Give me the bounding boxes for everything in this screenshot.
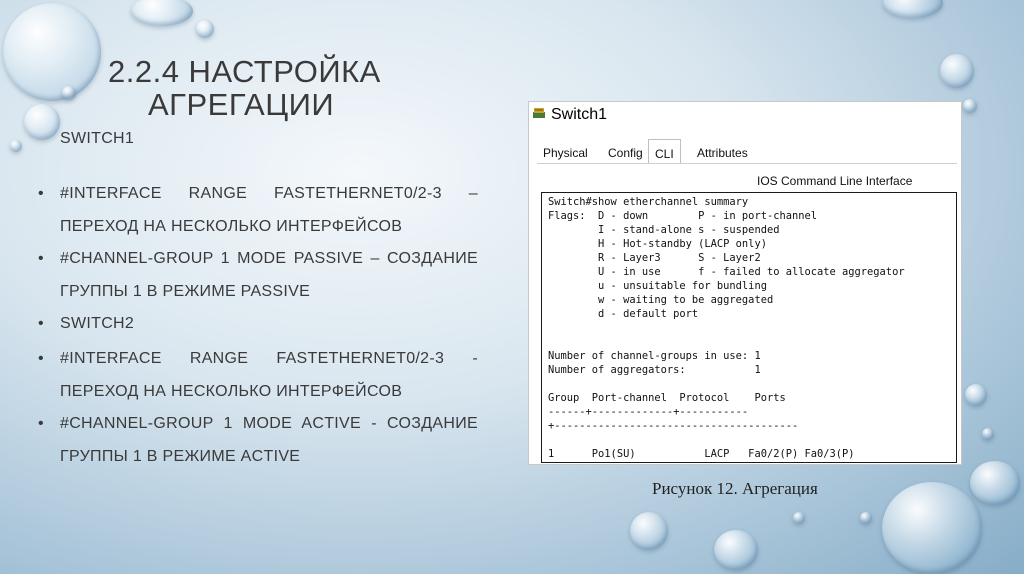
cli-line: Group Port-channel Protocol Ports <box>548 392 786 404</box>
water-drop-decoration <box>883 0 943 18</box>
water-drop-decoration <box>965 384 987 406</box>
cli-line: 1 Po1(SU) LACP Fa0/2(P) Fa0/3(P) <box>548 448 855 460</box>
water-drop-decoration <box>970 461 1020 505</box>
water-drop-decoration <box>24 104 60 140</box>
cli-line: U - in use f - failed to allocate aggregator <box>548 266 905 278</box>
cli-line: w - waiting to be aggregated <box>548 294 774 306</box>
cli-line: H - Hot-standby (LACP only) <box>548 238 767 250</box>
cli-line: Number of channel-groups in use: 1 <box>548 350 761 362</box>
bullet-marker: • <box>38 185 44 202</box>
cli-line: ------+-------------+----------- <box>548 406 749 418</box>
water-drop-decoration <box>714 530 758 570</box>
cli-line: d - default port <box>548 308 699 320</box>
slide-title-line-2: АГРЕГАЦИИ <box>148 87 335 122</box>
slide-title-line-1: 2.2.4 НАСТРОЙКА <box>108 54 381 89</box>
bullet-text: SWITCH1 <box>60 130 135 147</box>
cli-line: u - unsuitable for bundling <box>548 280 767 292</box>
bullet-marker: • <box>38 315 44 332</box>
cli-line: Switch#show etherchannel summary <box>548 196 749 208</box>
bullet-text: #CHANNEL-GROUP 1 MODE PASSIVE – СОЗДАНИЕ ГРУППЫ 1 В РЕЖИМЕ PASSIVE <box>60 250 478 300</box>
water-drop-decoration <box>940 54 974 88</box>
cli-line: Number of aggregators: 1 <box>548 364 761 376</box>
water-drop-decoration <box>860 512 872 524</box>
bullet-text: #INTERFACE RANGE FASTETHERNET0/2-3 – ПЕРЕХОД НА НЕСКОЛЬКО ИНТЕРФЕЙСОВ <box>60 185 478 235</box>
bullet-text: #INTERFACE RANGE FASTETHERNET0/2-3 - ПЕРЕХОД НА НЕСКОЛЬКО ИНТЕРФЕЙСОВ <box>60 350 478 400</box>
water-drop-decoration <box>963 99 977 113</box>
tab-config[interactable]: Config <box>608 146 643 160</box>
water-drop-decoration <box>62 86 76 100</box>
figure-caption: Рисунок 12. Агрегация <box>652 479 818 498</box>
window-title: Switch1 <box>551 106 608 123</box>
tab-cli[interactable]: CLI <box>648 139 681 163</box>
panel-label: IOS Command Line Interface <box>757 174 913 188</box>
bullet-marker: • <box>38 250 44 267</box>
water-drop-decoration <box>10 140 22 152</box>
cli-line: I - stand-alone s - suspended <box>548 224 780 236</box>
water-drop-decoration <box>131 0 193 26</box>
cli-line: R - Layer3 S - Layer2 <box>548 252 761 264</box>
water-drop-decoration <box>793 512 805 524</box>
water-drop-decoration <box>3 3 101 101</box>
cli-console[interactable] <box>541 192 957 463</box>
tab-physical[interactable]: Physical <box>543 146 588 160</box>
cli-line: Flags: D - down P - in port-channel <box>548 210 817 222</box>
bullet-text: SWITCH2 <box>60 315 135 332</box>
water-drop-decoration <box>982 428 994 440</box>
tab-bar <box>537 139 957 164</box>
bullet-marker: • <box>38 350 44 367</box>
cli-line: +--------------------------------------- <box>548 420 799 432</box>
bullet-text: #CHANNEL-GROUP 1 MODE ACTIVE - СОЗДАНИЕ ГРУППЫ 1 В РЕЖИМЕ ACTIVE <box>60 415 478 465</box>
water-drop-decoration <box>196 20 214 38</box>
switch-window-screenshot <box>528 101 962 465</box>
water-drop-decoration <box>630 512 668 550</box>
slide-title <box>108 55 488 121</box>
water-drop-decoration <box>882 482 982 574</box>
switch-icon <box>532 106 546 120</box>
bullet-marker: • <box>38 415 44 432</box>
tab-attributes[interactable]: Attributes <box>697 146 748 160</box>
